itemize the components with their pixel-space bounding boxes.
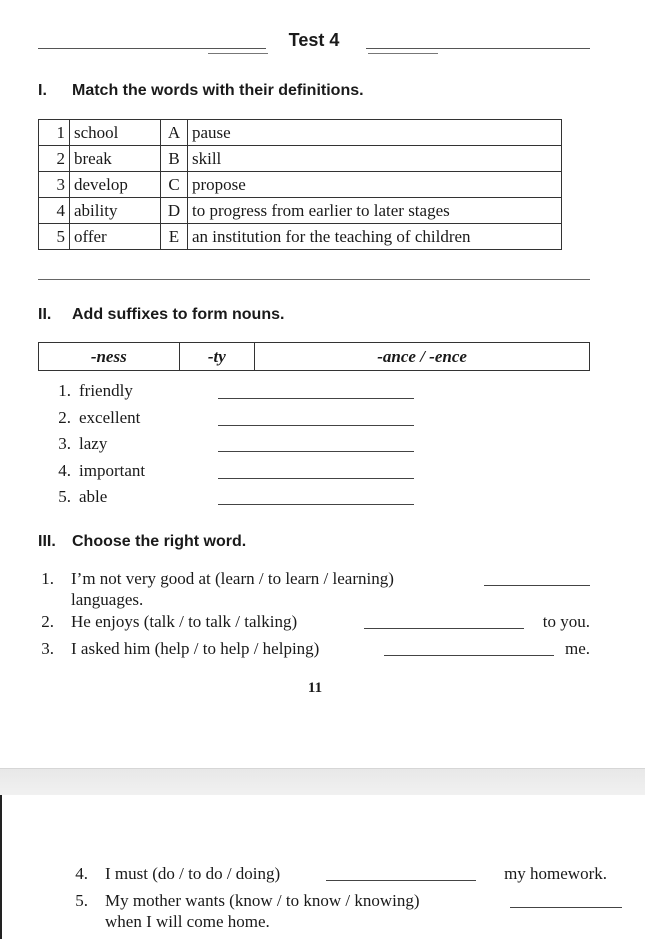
word-list [38, 380, 145, 513]
section-divider [38, 279, 590, 280]
answer-blank[interactable] [326, 880, 476, 881]
answer-blank[interactable] [384, 655, 554, 656]
section-2-heading [38, 306, 284, 324]
table-row [39, 198, 562, 224]
row-letter: E [161, 224, 188, 250]
sentence-item [72, 890, 607, 932]
item-number: 5. [58, 487, 71, 506]
table-row [39, 224, 562, 250]
row-word: offer [70, 224, 161, 250]
answer-blank[interactable] [218, 478, 414, 479]
row-definition: pause [188, 120, 562, 146]
list-item [38, 380, 145, 407]
answer-blank[interactable] [218, 425, 414, 426]
section-1-title: Match the words with their definitions. [72, 82, 364, 99]
sentence-text: I must (do / to do / doing) [105, 864, 281, 883]
page-gap [0, 768, 645, 796]
section-2-title: Add suffixes to form nouns. [72, 306, 285, 323]
title-rule-right [366, 48, 590, 49]
matching-table [38, 119, 562, 250]
sentence-item [38, 568, 590, 610]
section-3-number: III. [38, 533, 56, 550]
row-number: 5 [39, 224, 70, 250]
table-row [39, 120, 562, 146]
table-row [39, 172, 562, 198]
section-2-number: II. [38, 306, 52, 323]
row-letter: D [161, 198, 188, 224]
section-1-heading [38, 82, 364, 100]
row-word: school [70, 120, 161, 146]
row-letter: C [161, 172, 188, 198]
suffix-table [38, 342, 590, 371]
sentence-continuation: languages. [71, 590, 144, 609]
row-number: 4 [39, 198, 70, 224]
sentence-text: My mother wants (know / to know / knowing) [105, 891, 420, 910]
answer-blank[interactable] [510, 907, 622, 908]
row-number: 3 [39, 172, 70, 198]
worksheet-page-2 [0, 795, 645, 939]
item-number: 3. [58, 434, 71, 453]
suffix-ness: -ness [39, 343, 180, 371]
item-word: excellent [79, 407, 141, 427]
item-number: 2. [41, 612, 54, 631]
row-word: develop [70, 172, 161, 198]
sentence-item [72, 863, 607, 884]
item-word: important [79, 460, 146, 480]
row-letter: A [161, 120, 188, 146]
row-word: ability [70, 198, 161, 224]
test-title: Test 4 [288, 30, 340, 50]
sentence-text: I asked him (help / to help / helping) [71, 639, 320, 658]
row-number: 1 [39, 120, 70, 146]
sentence-continuation: when I will come home. [105, 912, 270, 931]
item-number: 4. [75, 864, 88, 883]
item-number: 2. [58, 407, 71, 427]
page-number: 11 [307, 680, 323, 696]
row-letter: B [161, 146, 188, 172]
section-1-number: I. [38, 82, 47, 99]
suffix-ance-ence: -ance / -ence [255, 343, 590, 371]
test-title-row [38, 28, 590, 56]
suffix-ty: -ty [179, 343, 255, 371]
sentence-item [38, 611, 590, 632]
sentence-ending: my homework. [504, 864, 607, 883]
table-row [39, 343, 590, 371]
answer-blank[interactable] [218, 451, 414, 452]
sentence-text: He enjoys (talk / to talk / talking) [71, 612, 298, 631]
sentence-ending: to you. [542, 612, 590, 631]
answer-blank[interactable] [364, 628, 524, 629]
list-item [38, 460, 145, 487]
sentence-item [38, 638, 590, 659]
answer-blank[interactable] [484, 585, 590, 586]
row-definition: an institution for the teaching of children [188, 224, 562, 250]
row-definition: to progress from earlier to later stages [188, 198, 562, 224]
item-number: 5. [75, 891, 88, 910]
title-rule-left-short [208, 53, 268, 54]
section-3-title: Choose the right word. [72, 533, 247, 550]
list-item [38, 486, 145, 513]
row-definition: propose [188, 172, 562, 198]
item-number: 4. [58, 460, 71, 480]
section-3-heading [38, 533, 246, 551]
sentence-text: I’m not very good at (learn / to learn / learning) [71, 569, 394, 588]
sentence-ending: me. [564, 639, 590, 658]
row-word: break [70, 146, 161, 172]
list-item [38, 407, 145, 434]
item-word: friendly [79, 381, 133, 400]
item-number: 3. [41, 639, 54, 658]
item-number: 1. [58, 381, 71, 400]
list-item [38, 433, 145, 460]
answer-blank[interactable] [218, 504, 414, 505]
title-rule-right-short [368, 53, 438, 54]
row-definition: skill [188, 146, 562, 172]
row-number: 2 [39, 146, 70, 172]
item-word: able [79, 487, 108, 506]
table-row [39, 146, 562, 172]
answer-blank[interactable] [218, 398, 414, 399]
item-number: 1. [41, 569, 54, 588]
item-word: lazy [79, 434, 108, 453]
